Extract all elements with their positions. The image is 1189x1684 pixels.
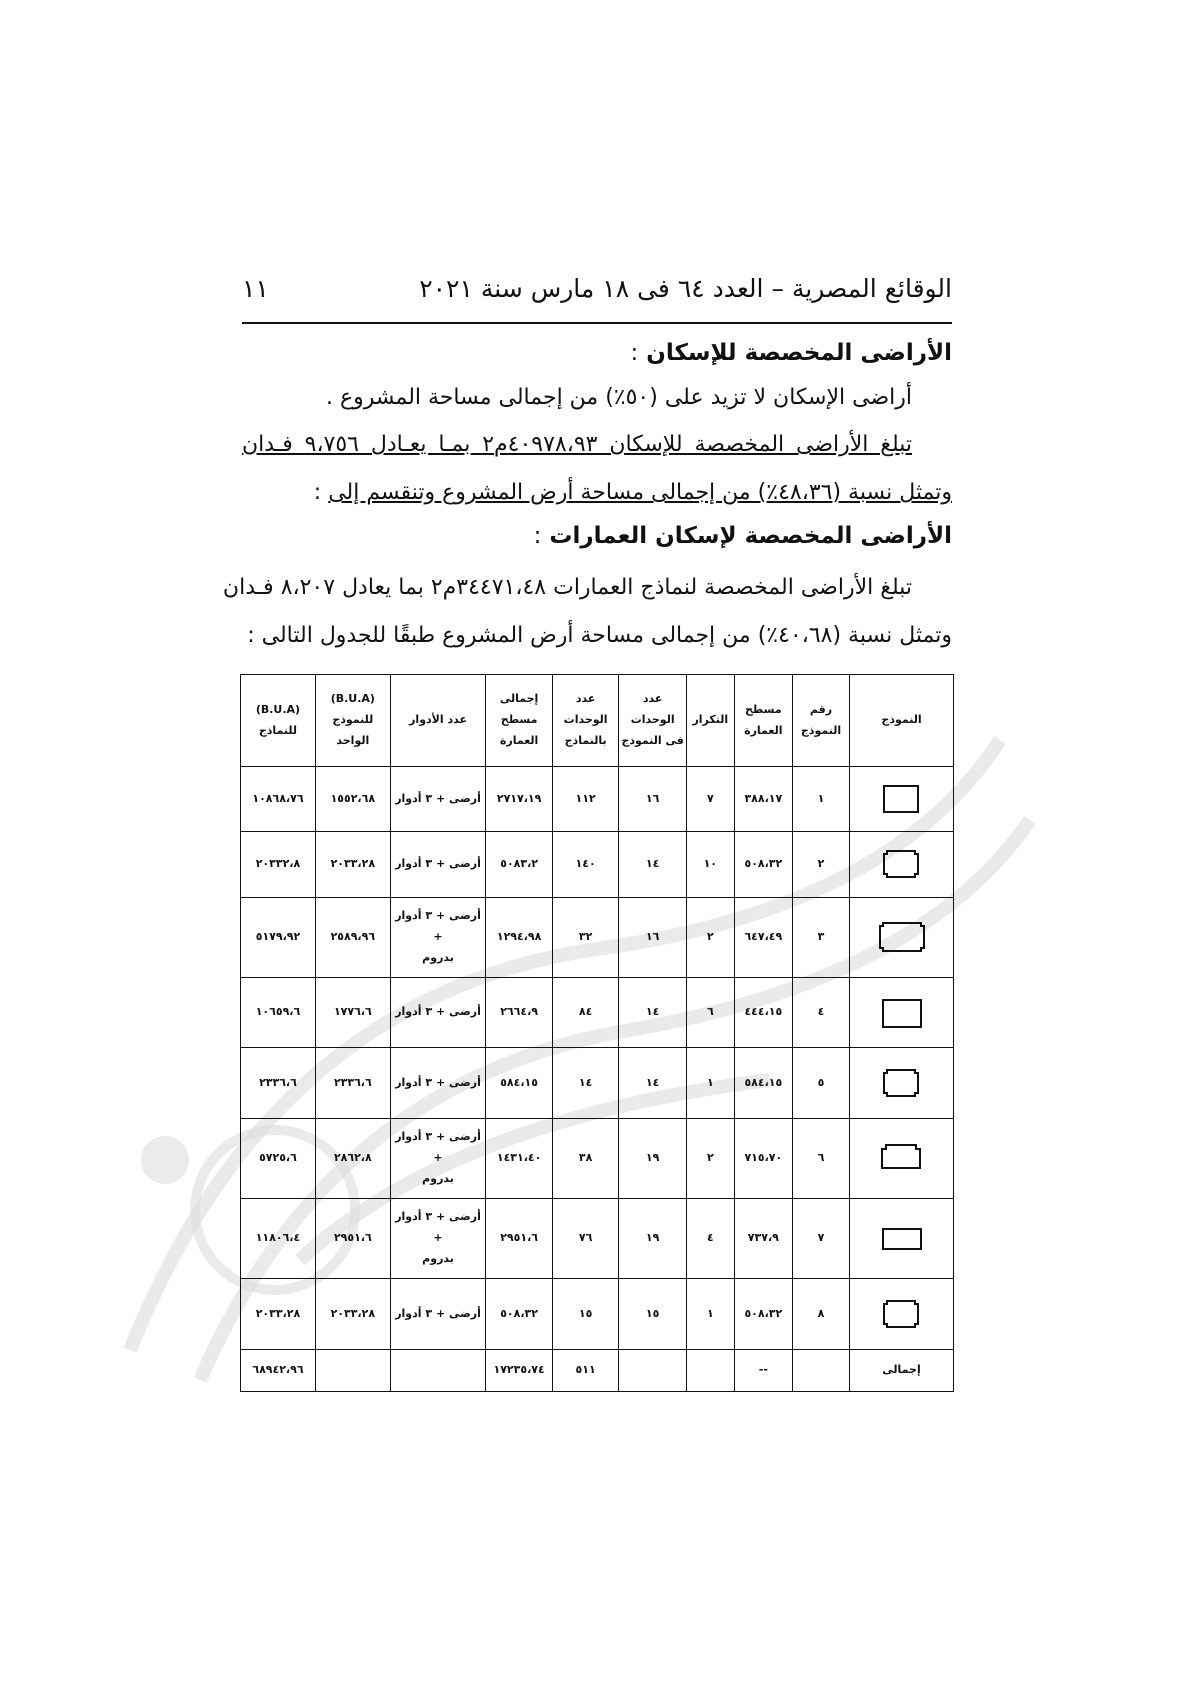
- bua-one-cell: ٢٥٨٩،٩٦: [315, 897, 390, 977]
- total-units-model-cell: [619, 1349, 687, 1391]
- model-shape-cell: [850, 978, 954, 1048]
- area-cell: ٥٨٤،١٥: [734, 1048, 792, 1118]
- model-shape-cell: [850, 1199, 954, 1279]
- floors-line: أرضى + ٣ أدوار: [395, 791, 481, 805]
- total-area-cell: --: [734, 1349, 792, 1391]
- bua-all-cell: ٢٠٣٣،٢٨: [241, 1279, 316, 1349]
- units-total-cell: ٧٦: [552, 1199, 619, 1279]
- bua-one-cell: ٢٠٣٣،٢٨: [315, 1279, 390, 1349]
- floors-line: بدروم: [422, 1252, 454, 1266]
- table-row: [241, 767, 954, 832]
- units-model-cell: ١٤: [619, 832, 687, 897]
- units-model-cell: ١٤: [619, 978, 687, 1048]
- area-cell: ٣٨٨،١٧: [734, 767, 792, 832]
- bua-all-cell: ١٠٨٦٨،٧٦: [241, 767, 316, 832]
- model-shape-cell: [850, 1279, 954, 1349]
- floors-cell: [390, 1279, 486, 1349]
- bua-all-cell: ٥١٧٩،٩٢: [241, 897, 316, 977]
- floors-cell: [390, 767, 486, 832]
- model-no-cell: ٧: [792, 1199, 849, 1279]
- area-cell: ٥٠٨،٣٢: [734, 1279, 792, 1349]
- bua-one-cell: ١٥٥٢،٦٨: [315, 767, 390, 832]
- floors-line: أرضى + ٣ أدوار: [395, 857, 481, 871]
- floors-cell: [390, 832, 486, 897]
- header-floors: عدد الأدوار: [390, 675, 486, 767]
- units-total-cell: ٨٤: [552, 978, 619, 1048]
- total-floors-cell: [390, 1349, 486, 1391]
- floors-line: أرضى + ٣ أدوار: [395, 1306, 481, 1320]
- model-no-cell: ٢: [792, 832, 849, 897]
- units-total-cell: ٣٨: [552, 1118, 619, 1198]
- total-bua-one-cell: [315, 1349, 390, 1391]
- model-shape-cell: [850, 832, 954, 897]
- header-units-model: عدد الوحدات فى النموذج: [619, 675, 687, 767]
- paragraph-line: تبلغ الأراضى المخصصة للإسكان ٤٠٩٧٨،٩٣م٢ بمـا يعـادل ٩،٧٥٦ فـدان: [242, 432, 912, 457]
- section-heading-buildings: [242, 523, 952, 549]
- repeat-cell: ٦: [686, 978, 734, 1048]
- page-number: ١١: [242, 274, 269, 303]
- floors-cell: [390, 1118, 486, 1198]
- area-cell: ٥٠٨،٣٢: [734, 832, 792, 897]
- floors-cell: [390, 978, 486, 1048]
- total-bua-all-cell: ٦٨٩٤٢،٩٦: [241, 1349, 316, 1391]
- building-footprint-icon: [878, 782, 926, 816]
- building-footprint-icon: [878, 1141, 926, 1175]
- total-area-cell: ٢٧١٧،١٩: [486, 767, 553, 832]
- paragraph-line: أراضى الإسكان لا تزيد على (٥٠٪) من إجمالى مساحة المشروع .: [325, 385, 912, 410]
- total-area-cell: ١٢٩٤،٩٨: [486, 897, 553, 977]
- total-area-cell: ٥٠٨،٣٢: [486, 1279, 553, 1349]
- bua-all-cell: ٢٣٣٦،٦: [241, 1048, 316, 1118]
- floors-cell: [390, 1048, 486, 1118]
- heading-colon: :: [533, 523, 542, 549]
- model-shape-cell: [850, 767, 954, 832]
- total-area-cell: ٢٦٦٤،٩: [486, 978, 553, 1048]
- units-model-cell: ١٦: [619, 767, 687, 832]
- repeat-cell: ١: [686, 1279, 734, 1349]
- floors-line: أرضى + ٣ أدوار: [395, 1005, 481, 1019]
- line-end: :: [313, 480, 329, 505]
- floors-line: بدروم: [422, 1171, 454, 1185]
- total-area-cell: ٢٩٥١،٦: [486, 1199, 553, 1279]
- bua-all-cell: ٢٠٣٣٢،٨: [241, 832, 316, 897]
- floors-line: أرضى + ٣ أدوار: [395, 1075, 481, 1089]
- header-title: الوقائع المصرية – العدد ٦٤ فى ١٨ مارس سنة ٢٠٢١: [419, 274, 952, 303]
- floors-cell: [390, 1199, 486, 1279]
- model-no-cell: ٤: [792, 978, 849, 1048]
- building-footprint-icon: [878, 996, 926, 1030]
- bua-one-cell: ٢٣٣٦،٦: [315, 1048, 390, 1118]
- paragraph-line: تبلغ الأراضى المخصصة لنماذج العمارات ٣٤٤٧١،٤٨م٢ بما يعادل ٨،٢٠٧ فـدان: [222, 575, 912, 600]
- heading-text: الأراضى المخصصة للإسكان: [646, 340, 952, 366]
- heading-colon: :: [630, 340, 639, 366]
- table-row: [241, 1118, 954, 1198]
- model-no-cell: ٨: [792, 1279, 849, 1349]
- building-footprint-icon: [878, 847, 926, 881]
- total-units-cell: ٥١١: [552, 1349, 619, 1391]
- model-no-cell: ٥: [792, 1048, 849, 1118]
- units-model-cell: ١٦: [619, 897, 687, 977]
- total-area-cell: ٥٠٨٣،٢: [486, 832, 553, 897]
- table-row: [241, 1279, 954, 1349]
- building-models-table: [240, 674, 954, 1392]
- bua-all-cell: ١١٨٠٦،٤: [241, 1199, 316, 1279]
- bua-one-cell: ٢٩٥١،٦: [315, 1199, 390, 1279]
- repeat-cell: ٤: [686, 1199, 734, 1279]
- units-model-cell: ١٤: [619, 1048, 687, 1118]
- units-model-cell: ١٩: [619, 1118, 687, 1198]
- units-total-cell: ١٤٠: [552, 832, 619, 897]
- total-total-area-cell: ١٧٢٣٥،٧٤: [486, 1349, 553, 1391]
- model-no-cell: ٣: [792, 897, 849, 977]
- units-total-cell: ١٥: [552, 1279, 619, 1349]
- table-row: [241, 897, 954, 977]
- building-footprint-icon: [878, 1297, 926, 1331]
- units-model-cell: ١٥: [619, 1279, 687, 1349]
- total-repeat-cell: [686, 1349, 734, 1391]
- model-no-cell: ٦: [792, 1118, 849, 1198]
- model-shape-cell: [850, 1048, 954, 1118]
- total-label-cell: إجمالى: [850, 1349, 954, 1391]
- underlined-text: وتمثل نسبة (٤٨،٣٦٪) من إجمالى مساحة أرض المشروع وتنقسم إلى: [328, 480, 952, 505]
- table-row: [241, 832, 954, 897]
- total-area-cell: ١٤٣١،٤٠: [486, 1118, 553, 1198]
- header-model: النموذج: [850, 675, 954, 767]
- header-bua-all: (B.U.A) للنماذج: [241, 675, 316, 767]
- model-shape-cell: [850, 1118, 954, 1198]
- bua-all-cell: ١٠٦٥٩،٦: [241, 978, 316, 1048]
- area-cell: ٤٤٤،١٥: [734, 978, 792, 1048]
- header-total-area: إجمالى مسطح العمارة: [486, 675, 553, 767]
- heading-text: الأراضى المخصصة لإسكان العمارات: [549, 523, 952, 549]
- paragraph-line: [242, 480, 952, 505]
- floors-line: أرضى + ٣ أدوار +: [395, 1210, 481, 1245]
- floors-line: أرضى + ٣ أدوار +: [395, 1130, 481, 1164]
- bua-all-cell: ٥٧٢٥،٦: [241, 1118, 316, 1198]
- repeat-cell: ١٠: [686, 832, 734, 897]
- header-area: مسطح العمارة: [734, 675, 792, 767]
- area-cell: ٧١٥،٧٠: [734, 1118, 792, 1198]
- table-total-row: [241, 1349, 954, 1391]
- units-total-cell: ٣٢: [552, 897, 619, 977]
- repeat-cell: ٧: [686, 767, 734, 832]
- header-bua-one: (B.U.A) للنموذج الواحد: [315, 675, 390, 767]
- floors-cell: [390, 897, 486, 977]
- repeat-cell: ٢: [686, 897, 734, 977]
- building-footprint-icon: [878, 920, 926, 954]
- bua-one-cell: ١٧٧٦،٦: [315, 978, 390, 1048]
- area-cell: ٦٤٧،٤٩: [734, 897, 792, 977]
- building-footprint-icon: [878, 1066, 926, 1100]
- units-total-cell: ١٤: [552, 1048, 619, 1118]
- header-repeat: التكرار: [686, 675, 734, 767]
- table-row: [241, 1199, 954, 1279]
- model-shape-cell: [850, 897, 954, 977]
- floors-line: بدروم: [422, 950, 454, 964]
- repeat-cell: ٢: [686, 1118, 734, 1198]
- building-footprint-icon: [878, 1222, 926, 1256]
- total-area-cell: ٥٨٤،١٥: [486, 1048, 553, 1118]
- paragraph-line: وتمثل نسبة (٤٠،٦٨٪) من إجمالى مساحة أرض المشروع طبقًا للجدول التالى :: [247, 623, 952, 648]
- page-header: [242, 270, 952, 324]
- model-no-cell: ١: [792, 767, 849, 832]
- bua-one-cell: ٢٨٦٢،٨: [315, 1118, 390, 1198]
- floors-line: أرضى + ٣ أدوار +: [395, 908, 481, 943]
- units-model-cell: ١٩: [619, 1199, 687, 1279]
- total-model-no-cell: [792, 1349, 849, 1391]
- header-model-no: رقم النموذج: [792, 675, 849, 767]
- bua-one-cell: ٢٠٣٣،٢٨: [315, 832, 390, 897]
- header-units-total: عدد الوحدات بالنماذج: [552, 675, 619, 767]
- section-heading-housing: [242, 340, 952, 366]
- table-header-row: [241, 675, 954, 767]
- table-row: [241, 1048, 954, 1118]
- repeat-cell: ١: [686, 1048, 734, 1118]
- table-row: [241, 978, 954, 1048]
- area-cell: ٧٣٧،٩: [734, 1199, 792, 1279]
- units-total-cell: ١١٢: [552, 767, 619, 832]
